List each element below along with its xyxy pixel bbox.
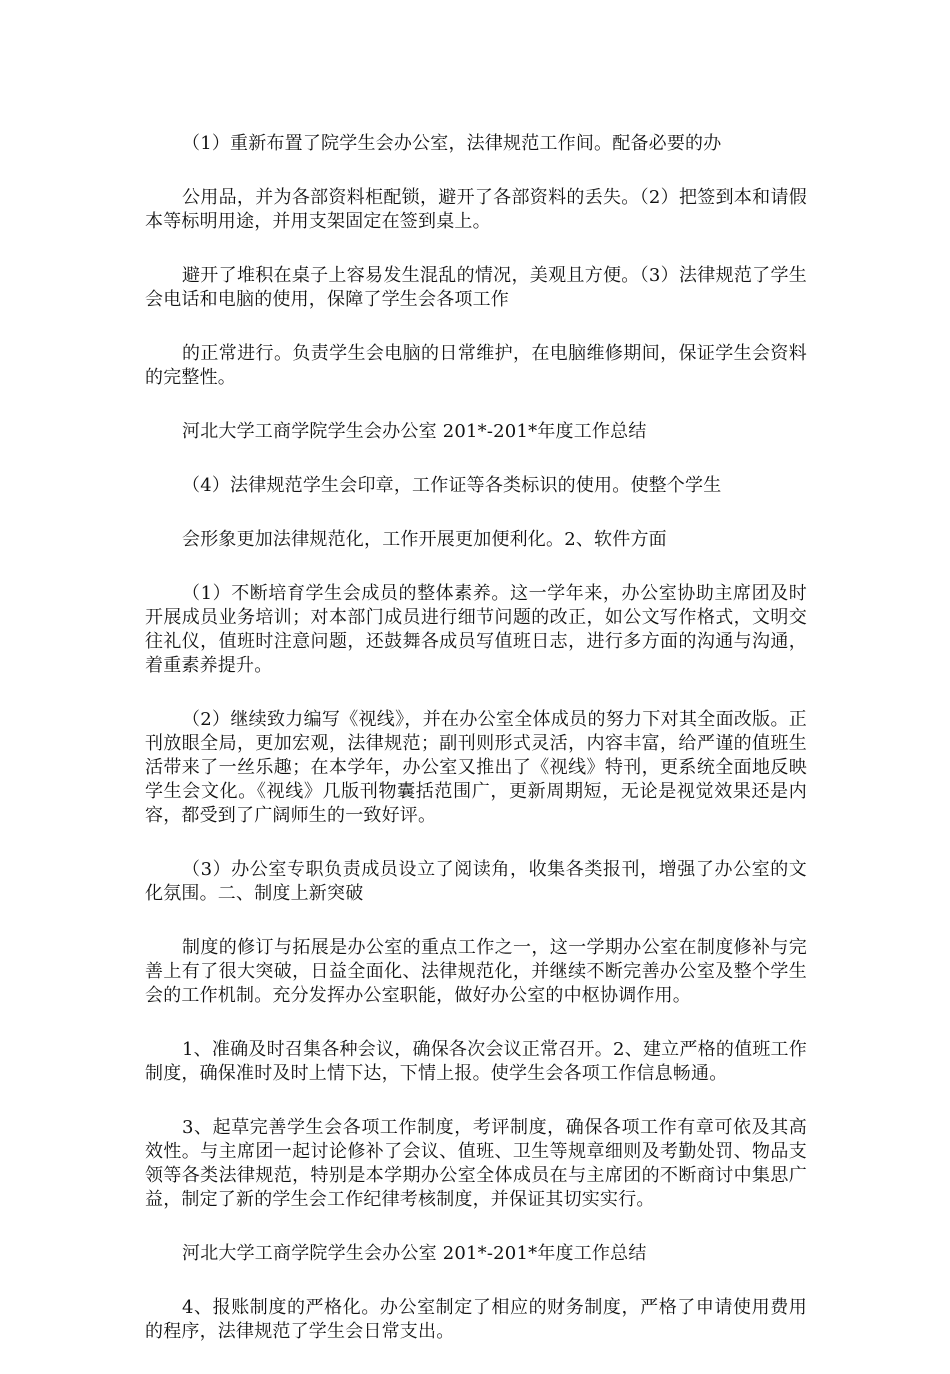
paragraph-13: 4、报账制度的严格化。办公室制定了相应的财务制度，严格了申请使用费用的程序，法律规范了学生会日常支出。 (145, 1297, 807, 1342)
paragraph-6: 会形象更加法律规范化，工作开展更加便利化。2、软件方面 (182, 529, 667, 550)
paragraph-1: （1）重新布置了院学生会办公室，法律规范工作间。配备必要的办 (182, 133, 722, 154)
document-body (145, 132, 807, 1374)
paragraph-3: 避开了堆积在桌子上容易发生混乱的情况，美观且方便。（3）法律规范了学生会电话和电脑的使用，保障了学生会各项工作 (145, 265, 807, 310)
paragraph-11: 1、准确及时召集各种会议，确保各次会议正常召开。2、建立严格的值班工作制度，确保准时及时上情下达，下情上报。使学生会各项工作信息畅通。 (145, 1039, 807, 1084)
paragraph-8: （2）继续致力编写《视线》，并在办公室全体成员的努力下对其全面改版。正刊放眼全局，更加宏观，法律规范；副刊则形式灵活，内容丰富，给严谨的值班生活带来了一丝乐趣；在本学年，办公室又推出了《视线》特刊，更系统全面地反映学生会文化。《视线》几版刊物囊括范围广，更新周期短，无论是视觉效果还是内容，都受到了广阔师生的一致好评。 (145, 709, 807, 826)
paragraph-9: （3）办公室专职负责成员设立了阅读角，收集各类报刊，增强了办公室的文化氛围。二、制度上新突破 (145, 859, 807, 904)
paragraph-2: 公用品，并为各部资料柜配锁，避开了各部资料的丢失。（2）把签到本和请假本等标明用途，并用支架固定在签到桌上。 (145, 187, 807, 232)
paragraph-5: （4）法律规范学生会印章，工作证等各类标识的使用。使整个学生 (182, 475, 722, 496)
paragraph-4: 的正常进行。负责学生会电脑的日常维护，在电脑维修期间，保证学生会资料的完整性。 (145, 343, 807, 388)
section-title-1: 河北大学工商学院学生会办公室 201*-201*年度工作总结 (182, 421, 647, 442)
paragraph-7: （1）不断培育学生会成员的整体素养。这一学年来，办公室协助主席团及时开展成员业务培训；对本部门成员进行细节问题的改正，如公文写作格式，文明交往礼仪，值班时注意问题，还鼓舞各成员写值班日志，进行多方面的沟通与沟通，着重素养提升。 (145, 583, 807, 676)
paragraph-10: 制度的修订与拓展是办公室的重点工作之一，这一学期办公室在制度修补与完善上有了很大突破，日益全面化、法律规范化，并继续不断完善办公室及整个学生会的工作机制。充分发挥办公室职能，做好办公室的中枢协调作用。 (145, 937, 807, 1006)
section-title-2: 河北大学工商学院学生会办公室 201*-201*年度工作总结 (182, 1243, 647, 1264)
paragraph-12: 3、起草完善学生会各项工作制度，考评制度，确保各项工作有章可依及其高效性。与主席团一起讨论修补了会议、值班、卫生等规章细则及考勤处罚、物品支领等各类法律规范，特别是本学期办公室全体成员在与主席团的不断商讨中集思广益，制定了新的学生会工作纪律考核制度，并保证其切实实行。 (145, 1117, 807, 1210)
